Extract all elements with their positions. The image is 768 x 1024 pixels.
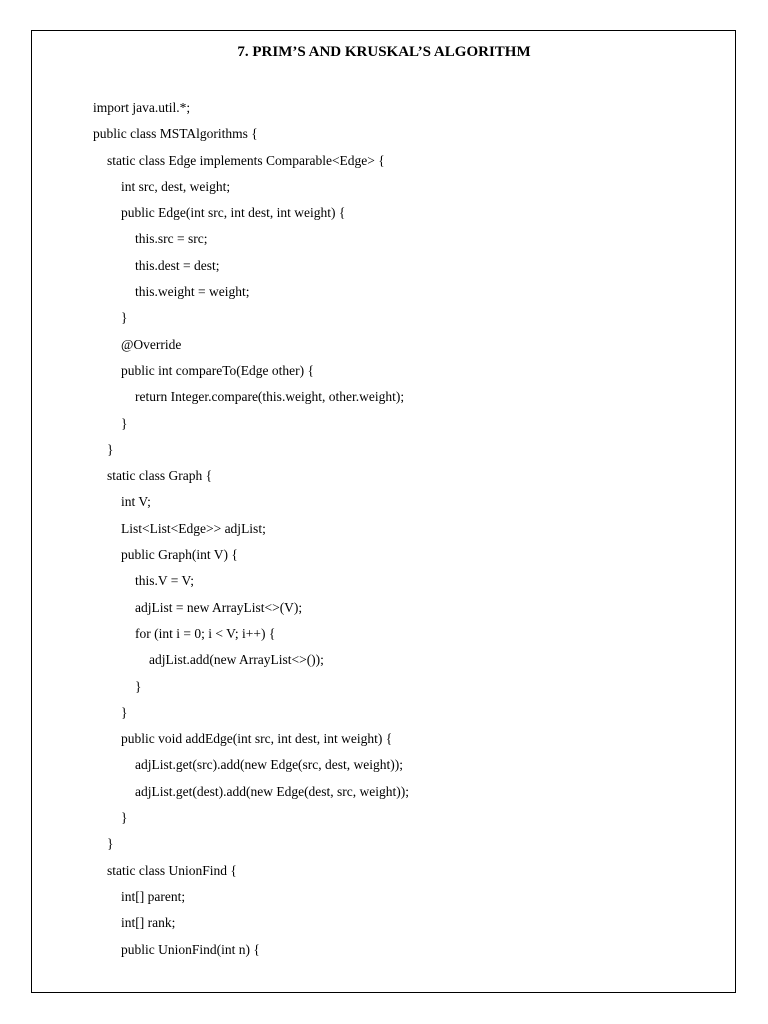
code-line: } <box>107 836 114 852</box>
code-line: static class Graph { <box>107 468 213 484</box>
code-line: this.dest = dest; <box>135 257 220 273</box>
code-line: int[] rank; <box>121 915 176 931</box>
code-line: this.src = src; <box>135 231 208 247</box>
code-line: adjList.get(dest).add(new Edge(dest, src, weight)); <box>135 783 410 799</box>
code-line: this.V = V; <box>135 573 195 589</box>
document-title: 7. PRIM’S AND KRUSKAL’S ALGORITHM <box>237 44 531 60</box>
code-line: static class Edge implements Comparable<Edge> { <box>107 152 385 168</box>
code-line: public void addEdge(int src, int dest, int weight) { <box>121 731 393 747</box>
code-line: for (int i = 0; i < V; i++) { <box>135 625 276 641</box>
code-line: } <box>135 678 142 694</box>
code-line: public int compareTo(Edge other) { <box>121 362 314 378</box>
code-line: adjList.add(new ArrayList<>()); <box>149 652 324 668</box>
code-line: public class MSTAlgorithms { <box>93 126 258 142</box>
code-line: } <box>121 704 128 720</box>
code-line: adjList = new ArrayList<>(V); <box>135 599 303 615</box>
code-line: static class UnionFind { <box>107 862 237 878</box>
code-line: } <box>121 415 128 431</box>
code-line: public UnionFind(int n) { <box>121 941 260 957</box>
code-line: @Override <box>121 336 182 352</box>
code-line: } <box>107 441 114 457</box>
code-line: int V; <box>121 494 151 510</box>
code-line: public Edge(int src, int dest, int weight) { <box>121 205 346 221</box>
code-line: public Graph(int V) { <box>121 547 238 563</box>
code-line: this.weight = weight; <box>135 284 250 300</box>
code-line: import java.util.*; <box>93 100 191 115</box>
code-line: int src, dest, weight; <box>121 178 231 194</box>
code-line: adjList.get(src).add(new Edge(src, dest, weight)); <box>135 757 404 773</box>
code-line: } <box>121 810 128 826</box>
code-line: List<List<Edge>> adjList; <box>121 520 266 536</box>
code-line: } <box>121 310 128 326</box>
code-line: int[] parent; <box>121 888 186 904</box>
code-line: return Integer.compare(this.weight, other.weight); <box>135 389 405 405</box>
code-listing <box>93 95 409 963</box>
